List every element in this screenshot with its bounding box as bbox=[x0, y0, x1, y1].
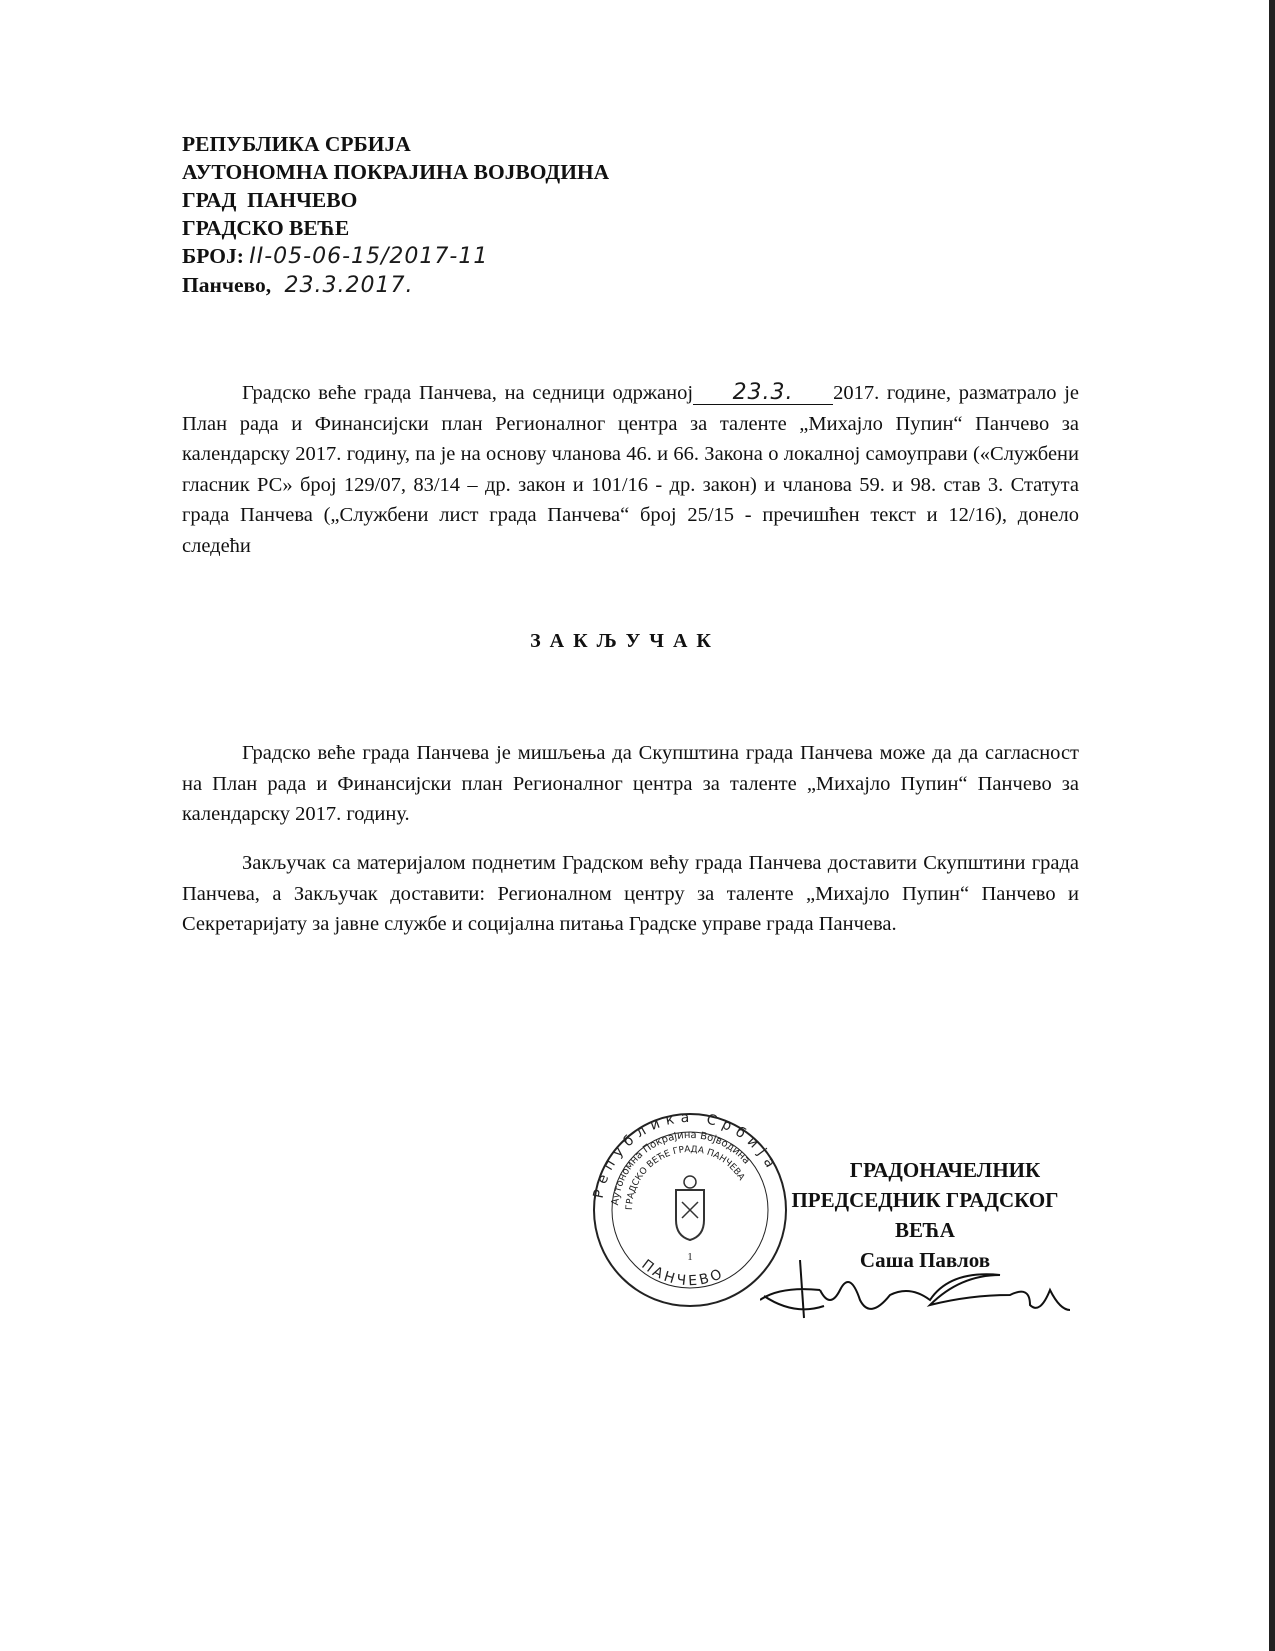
date-value: 23.3.2017. bbox=[284, 273, 414, 298]
stamp-number: 1 bbox=[687, 1251, 693, 1263]
coat-of-arms-icon bbox=[676, 1176, 704, 1240]
conclusion-text-2: Закључак са материјалом поднетим Градском већу града Панчева доставити Скупштини града Панчева, а Закључак доставити: Регионалном центру за таленте „Михајло Пупин“ Панчево и Секретаријату за јавне службе и социјална питања Градске управе града Панчева. bbox=[182, 852, 1079, 935]
intro-text-1: Градско веће града Панчева, на седници одржаној bbox=[242, 382, 694, 404]
header-province: АУТОНОМНА ПОКРАЈИНА ВОЈВОДИНА bbox=[182, 160, 610, 184]
signature-block bbox=[760, 1155, 1090, 1275]
conclusion-paragraph-1 bbox=[182, 738, 1079, 830]
signatory-title-1: ГРАДОНАЧЕЛНИК bbox=[849, 1158, 1041, 1182]
stamp-inner-text-2: ГРАДСКО ВЕЋЕ ГРАДА ПАНЧЕВА bbox=[624, 1144, 747, 1211]
number-label: БРОЈ: bbox=[182, 244, 244, 268]
intro-paragraph bbox=[182, 378, 1079, 561]
document-header bbox=[182, 130, 609, 300]
scan-edge bbox=[1269, 0, 1275, 1651]
stamp-outer-text: Република Србија bbox=[590, 1110, 781, 1200]
document-title: ЗАКЉУЧАК bbox=[530, 630, 720, 652]
conclusion-paragraph-2 bbox=[182, 848, 1079, 940]
header-number bbox=[182, 242, 609, 271]
header-place-date bbox=[182, 271, 609, 300]
intro-text-2: 2017. године, разматрало је План рада и Финансијски план Регионалног центра за таленте „Михајло Пупин“ Панчево за календарску 2017. годину, па је на основу чланова 46. и 66. Закона о локалној самоуправи («Службени гласник РС» број 129/07, 83/14 – др. закон и 101/16 - др. закон) и чланова 59. и 98. став 3. Статута града Панчева („Службени лист града Панчева“ број 25/15 - пречишћен текст и 12/16), донело следећи bbox=[182, 382, 1079, 557]
signatory-name: Саша Павлов bbox=[859, 1248, 991, 1272]
session-date: 23.3. bbox=[693, 382, 833, 405]
number-value: II-05-06-15/2017-11 bbox=[249, 244, 489, 269]
conclusion-text-1: Градско веће града Панчева је мишљења да Скупштина града Панчева може да да сагласност на План рада и Финансијски план Регионалног центра за таленте „Михајло Пупин“ Панчево за календарску 2017. годину. bbox=[182, 742, 1079, 825]
stamp-inner-text-1: Аутономна Покрајина Војводина bbox=[610, 1129, 752, 1206]
place-label: Панчево, bbox=[182, 273, 272, 297]
stamp-bottom-text: ПАНЧЕВО bbox=[638, 1256, 728, 1290]
header-city: ГРАД ПАНЧЕВО bbox=[182, 188, 358, 212]
handwritten-signature bbox=[760, 1260, 1090, 1325]
header-country: РЕПУБЛИКА СРБИЈА bbox=[182, 132, 411, 156]
signatory-title-2: ПРЕДСЕДНИК ГРАДСКОГ ВЕЋА bbox=[791, 1188, 1059, 1242]
header-council: ГРАДСКО ВЕЋЕ bbox=[182, 216, 350, 240]
